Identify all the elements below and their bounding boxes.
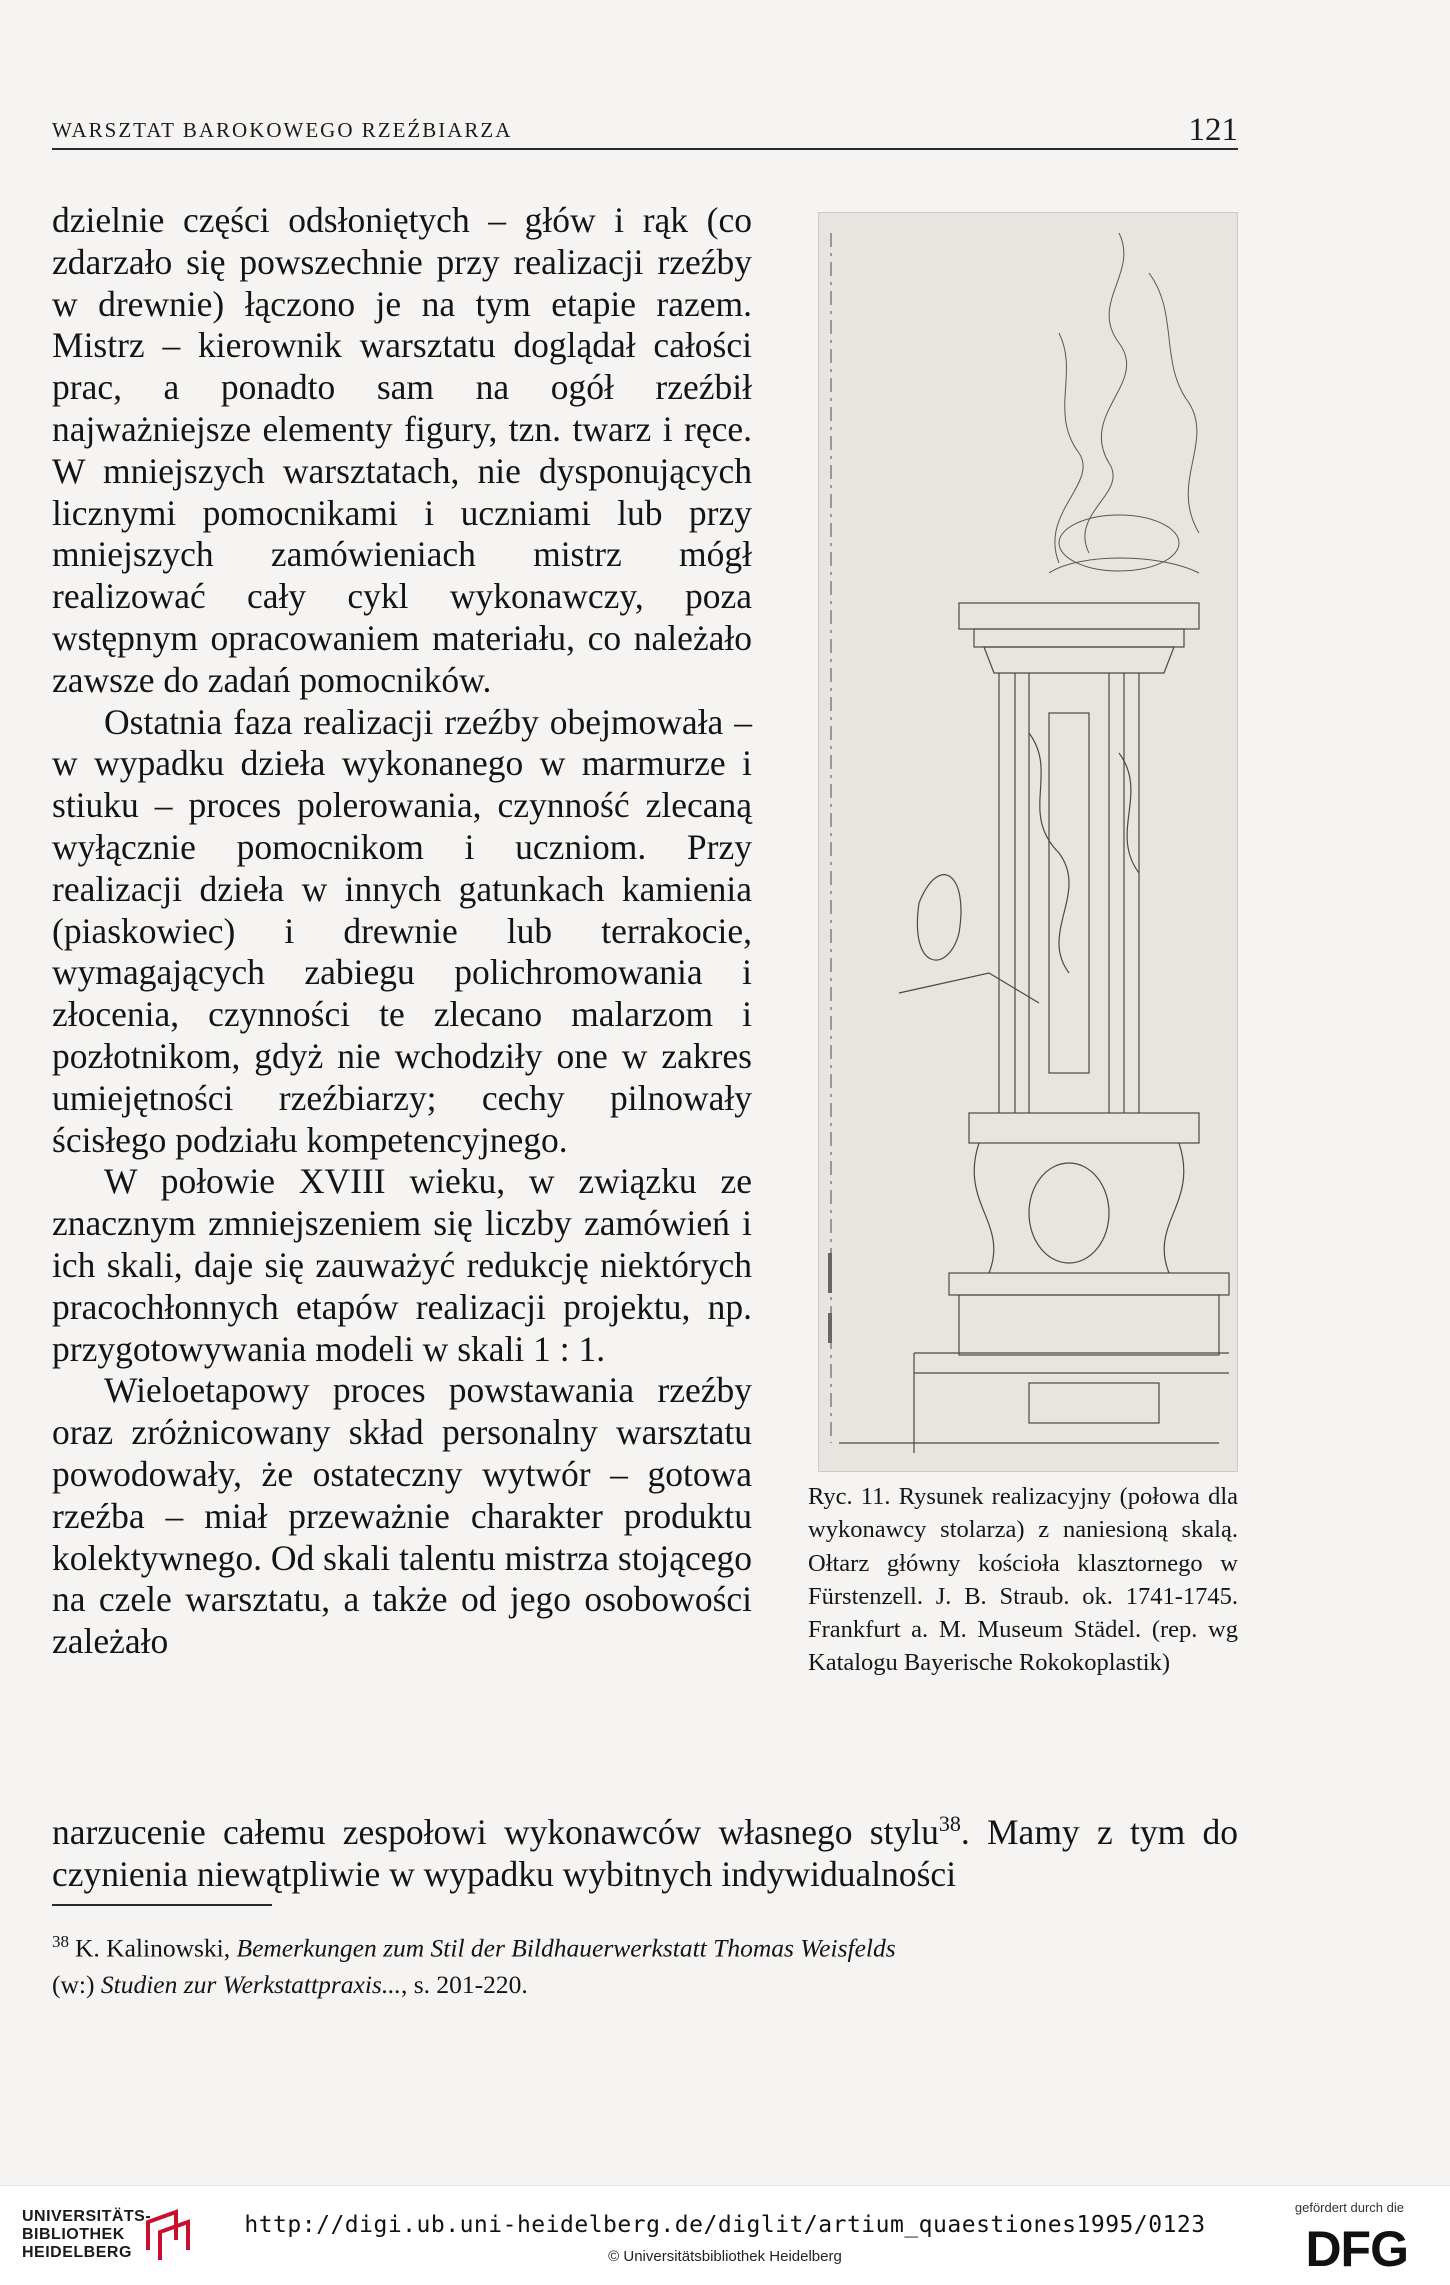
library-name-line-1: UNIVERSITÄTS- <box>22 2208 152 2225</box>
footnote-author: K. Kalinowski, <box>75 1933 237 1963</box>
page-number: 121 <box>1188 112 1238 148</box>
dfg-logo[interactable]: DFG <box>1305 2221 1408 2277</box>
paragraph-2: Ostatnia faza realizacji rzeźby obejmowała – w wypadku dzieła wykonanego w marmurze i stiuku – proces polerowania, czynność zlecaną wyłącznie pomocnikom i uczniom. Przy realizacji dzieła w innych gatunkach kamienia (piaskowiec) i drewnie lub terrakocie, wymagających zabiegu polichromowania i złocenia, czynności te zlecano malarzom i pozłotnikom, gdyż nie wchodziły one w zakres umiejętności rzeźbiarzy; cechy pilnowały ścisłego podziału kompetencyjnego. <box>52 701 752 1160</box>
library-name-line-3: HEIDELBERG <box>22 2244 132 2261</box>
copyright-notice: © Universitätsbibliothek Heidelberg <box>608 2248 842 2265</box>
altar-drawing-figure <box>818 212 1238 1472</box>
full-width-text-end: . Mamy z tym do czynienia niewątpliwie w wypadku wybitnych indywidualności <box>52 1812 1238 1894</box>
footnote-38 <box>52 1924 1238 2003</box>
main-text-column <box>52 200 752 1663</box>
full-width-line <box>52 1812 1238 1896</box>
footnote-title: Bemerkungen zum Stil der Bildhauerwerkstatt Thomas Weisfelds <box>236 1933 896 1963</box>
paragraph-1: dzielnie części odsłoniętych – głów i rąk (co zdarzało się powszechnie przy realizacji rzeźby w drewnie) łączono je na tym etapie razem. Mistrz – kierownik warsztatu doglądał całości prac, a ponadto sam na ogół rzeźbił najważniejsze elementy figury, tzn. twarz i ręce. W mniejszych warsztatach, nie dysponujących licznymi pomocnikami i uczniami lub przy mniejszych zamówieniach mistrz mógł realizować cały cykl wykonawczy, poza wstępnym opracowaniem materiału, co należało zawsze do zadań pomocników. <box>52 200 752 700</box>
header-rule <box>52 148 1238 150</box>
full-width-text-start: narzucenie całemu zespołowi wykonawców własnego stylu <box>52 1812 939 1852</box>
viewer-footer <box>0 2185 1450 2285</box>
permalink-url[interactable]: http://digi.ub.uni-heidelberg.de/diglit/artium_quaestiones1995/0123 <box>244 2212 1206 2238</box>
paragraph-3: W połowie XVIII wieku, w związku ze znacznym zmniejszeniem się liczby zamówień i ich skali, daje się zauważyć redukcję niektórych pracochłonnych etapów realizacji projektu, np. przygotowywania modeli w skali 1 : 1. <box>52 1161 752 1369</box>
footnote-source: Studien zur Werkstattpraxis... <box>100 1969 401 1999</box>
library-name-line-2: BIBLIOTHEK <box>22 2226 125 2243</box>
funding-label: gefördert durch die <box>1294 2200 1404 2215</box>
running-header <box>52 112 1238 152</box>
footnote-reference[interactable]: 38 <box>938 1811 961 1837</box>
footnote-number: 38 <box>52 1932 69 1951</box>
footnote-in-prefix: (w:) <box>52 1969 101 1999</box>
figure-caption: Ryc. 11. Rysunek realizacyjny (połowa dla wykonawcy stolarza) z naniesioną skalą. Ołtarz główny kościoła klasztornego w Fürstenzell. J. B. Straub. ok. 1741-1745. Frankfurt a. M. Museum Städel. (rep. wg Katalogu Bayerische Rokokoplastik) <box>808 1483 1238 1677</box>
footnote-rule <box>52 1904 272 1906</box>
running-title: WARSZTAT BAROKOWEGO RZEŹBIARZA <box>52 118 513 142</box>
footnote-line-2 <box>52 1967 1238 2003</box>
paragraph-4: Wieloetapowy proces powstawania rzeźby oraz zróżnicowany skład personalny warsztatu powodowały, że ostateczny wytwór – gotowa rzeźba – miał przeważnie charakter produktu kolektywnego. Od skali talentu mistrza stojącego na czele warsztatu, a także od jego osobowości zależało <box>52 1370 752 1662</box>
altar-drawing-image <box>819 213 1237 1471</box>
footnote-pages: , s. 201-220. <box>400 1969 528 1999</box>
